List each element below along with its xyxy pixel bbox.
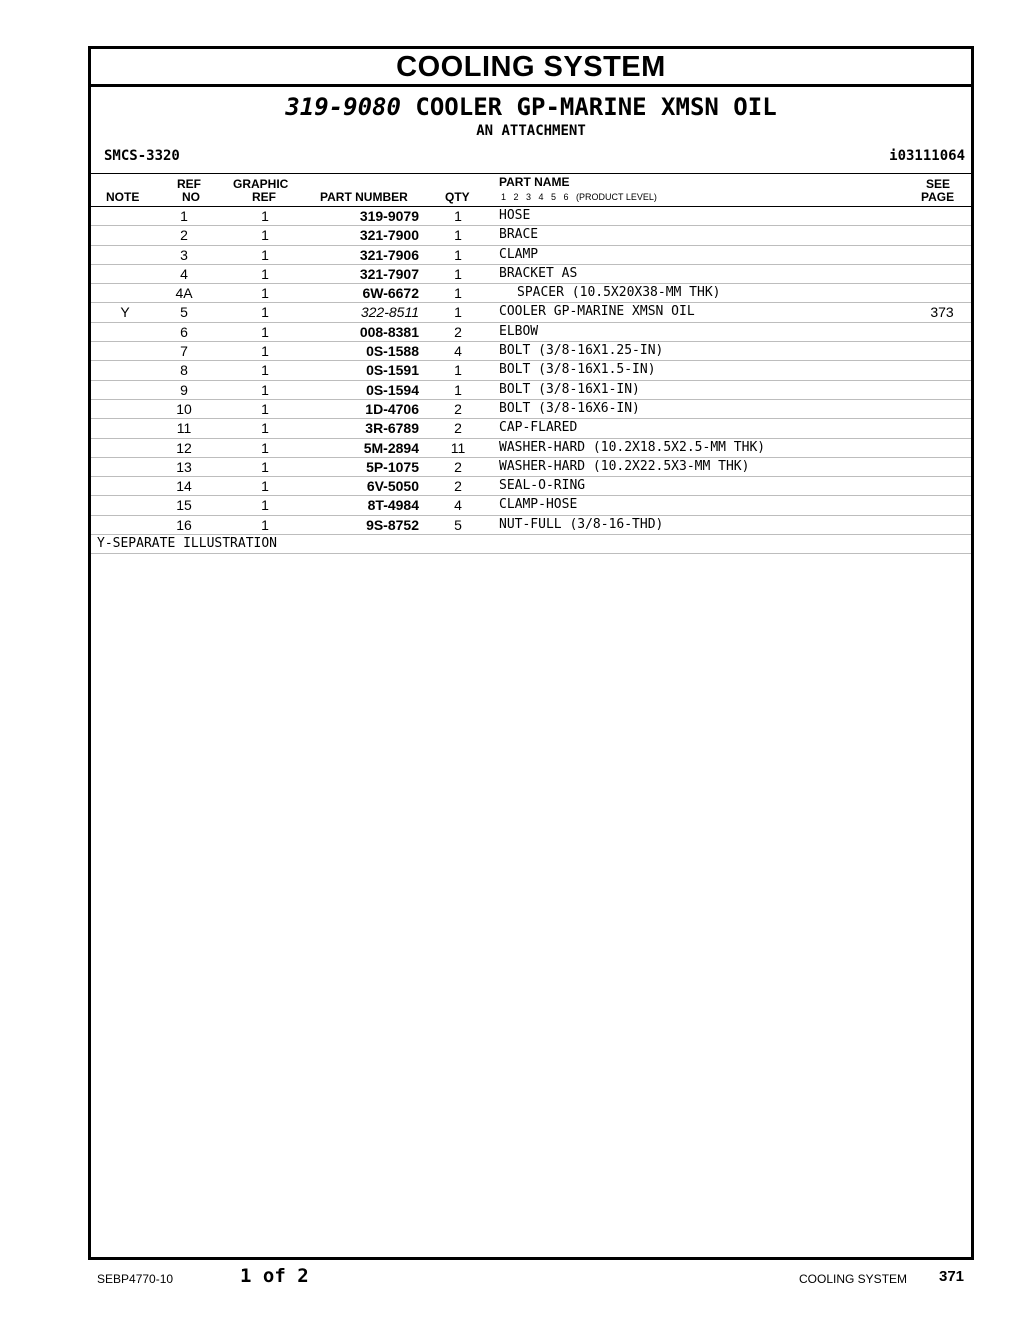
ref-no-cell: 8	[180, 362, 188, 379]
qty-cell: 2	[454, 400, 462, 417]
graphic-ref-cell: 1	[261, 304, 269, 321]
table-row	[91, 477, 971, 496]
table-row	[91, 400, 971, 419]
table-row	[91, 284, 971, 303]
part-number-cell: 321-7907	[359, 265, 419, 282]
qty-cell: 2	[454, 478, 462, 495]
col-qty: QTY	[445, 190, 470, 204]
part-number-cell: 322-8511	[360, 304, 419, 321]
part-number-cell: 321-7906	[359, 246, 419, 263]
graphic-ref-cell: 1	[261, 227, 269, 244]
ref-no-cell: 9	[180, 381, 188, 398]
qty-cell: 1	[454, 246, 462, 263]
part-name-cell: SEAL-O-RING	[499, 478, 586, 494]
col-product-levels: 1 2 3 4 5 6 (PRODUCT LEVEL)	[501, 192, 657, 202]
part-number-cell: 8T-4984	[367, 497, 419, 514]
qty-cell: 1	[454, 285, 462, 302]
col-see-top: SEE	[926, 177, 951, 191]
group-title	[91, 93, 971, 121]
page-footer	[0, 1262, 1020, 1292]
illustration-id: i03111064	[889, 148, 965, 164]
part-name-cell: BOLT (3/8-16X1-IN)	[499, 381, 640, 397]
group-number: 319-9080	[285, 93, 401, 121]
part-number-cell: 0S-1591	[366, 362, 419, 379]
part-name-cell: HOSE	[499, 208, 531, 223]
graphic-ref-cell: 1	[261, 420, 269, 437]
table-row	[91, 246, 971, 265]
part-name-cell: WASHER-HARD (10.2X18.5X2.5-MM THK)	[499, 439, 766, 455]
graphic-ref-cell: 1	[261, 458, 269, 475]
part-name-cell: COOLER GP-MARINE XMSN OIL	[499, 304, 695, 320]
ref-no-cell: 10	[176, 400, 192, 417]
group-name: COOLER GP-MARINE XMSN OIL	[415, 93, 777, 121]
table-row	[91, 265, 971, 284]
col-ref-bottom: NO	[182, 190, 200, 204]
part-number-cell: 0S-1588	[366, 343, 419, 360]
ref-no-cell: 16	[176, 516, 192, 533]
see-page-cell: 373	[930, 304, 954, 321]
smcs-code: SMCS-3320	[104, 148, 180, 164]
ref-no-cell: 4A	[175, 285, 193, 302]
part-number-cell: 0S-1594	[366, 381, 419, 398]
qty-cell: 2	[454, 420, 462, 437]
graphic-ref-cell: 1	[261, 323, 269, 340]
part-name-cell: BOLT (3/8-16X1.5-IN)	[499, 362, 656, 378]
ref-no-cell: 1	[180, 208, 188, 224]
qty-cell: 4	[454, 343, 462, 360]
ref-no-cell: 15	[176, 497, 192, 514]
graphic-ref-cell: 1	[261, 516, 269, 533]
ref-no-cell: 4	[180, 265, 188, 282]
graphic-ref-cell: 1	[261, 285, 269, 302]
table-row	[91, 419, 971, 438]
qty-cell: 1	[454, 362, 462, 379]
qty-cell: 1	[454, 227, 462, 244]
ref-no-cell: 7	[180, 343, 188, 360]
table-row	[91, 496, 971, 515]
page-number: 371	[939, 1268, 965, 1285]
graphic-ref-cell: 1	[261, 381, 269, 398]
col-graphic-bottom: REF	[252, 190, 276, 204]
graphic-ref-cell: 1	[261, 497, 269, 514]
part-name-cell: WASHER-HARD (10.2X22.5X3-MM THK)	[499, 458, 750, 474]
qty-cell: 2	[454, 458, 462, 475]
part-name-cell: CLAMP	[499, 246, 539, 262]
parts-table-body	[91, 207, 971, 535]
part-name-cell: SPACER (10.5X20X38-MM THK)	[517, 285, 721, 301]
part-name-cell: BRACE	[499, 227, 539, 243]
ref-no-cell: 11	[176, 420, 192, 437]
col-part-number: PART NUMBER	[320, 190, 408, 204]
ref-no-cell: 5	[180, 304, 188, 321]
table-row	[91, 323, 971, 342]
part-name-cell: BRACKET AS	[499, 265, 578, 281]
table-row	[91, 226, 971, 245]
ref-no-cell: 6	[180, 323, 188, 340]
table-row	[91, 381, 971, 400]
doc-id: SEBP4770-10	[97, 1272, 174, 1286]
table-row	[91, 303, 971, 322]
graphic-ref-cell: 1	[261, 478, 269, 495]
part-number-cell: 008-8381	[359, 323, 419, 340]
parts-list-frame	[88, 46, 974, 1260]
ref-no-cell: 12	[176, 439, 192, 456]
part-number-cell: 9S-8752	[366, 516, 419, 533]
ref-no-cell: 13	[176, 458, 192, 475]
graphic-ref-cell: 1	[261, 208, 269, 224]
table-row	[91, 342, 971, 361]
col-note: NOTE	[106, 190, 140, 204]
col-part-name: PART NAME	[499, 175, 570, 189]
graphic-ref-cell: 1	[261, 362, 269, 379]
part-number-cell: 6W-6672	[362, 285, 419, 302]
qty-cell: 1	[454, 304, 462, 321]
part-name-cell: BOLT (3/8-16X1.25-IN)	[499, 343, 664, 359]
part-number-cell: 5M-2894	[363, 439, 419, 456]
ref-no-cell: 14	[176, 478, 192, 495]
section-title: COOLING SYSTEM	[91, 49, 971, 87]
part-number-cell: 321-7900	[359, 227, 419, 244]
footer-section: COOLING SYSTEM	[799, 1272, 908, 1286]
graphic-ref-cell: 1	[261, 343, 269, 360]
qty-cell: 1	[454, 265, 462, 282]
graphic-ref-cell: 1	[261, 246, 269, 263]
group-subtitle: AN ATTACHMENT	[476, 123, 586, 139]
qty-cell: 2	[454, 323, 462, 340]
part-number-cell: 3R-6789	[365, 420, 419, 437]
part-number-cell: 1D-4706	[365, 400, 419, 417]
page-of: 1 of 2	[240, 1265, 309, 1287]
table-row	[91, 207, 971, 226]
col-see-bottom: PAGE	[921, 190, 955, 204]
ref-no-cell: 2	[180, 227, 188, 244]
table-row	[91, 516, 971, 535]
table-row	[91, 458, 971, 477]
qty-cell: 1	[454, 381, 462, 398]
note-cell: Y	[120, 304, 130, 321]
qty-cell: 11	[450, 439, 466, 456]
part-number-cell: 319-9079	[359, 208, 419, 224]
col-graphic-top: GRAPHIC	[233, 177, 289, 191]
part-number-cell: 6V-5050	[366, 478, 419, 495]
part-name-cell: ELBOW	[499, 323, 539, 339]
part-name-cell: CLAMP-HOSE	[499, 497, 578, 513]
qty-cell: 1	[454, 208, 462, 224]
graphic-ref-cell: 1	[261, 439, 269, 456]
column-header	[91, 174, 971, 207]
col-ref-top: REF	[177, 177, 201, 191]
table-row	[91, 439, 971, 458]
qty-cell: 4	[454, 497, 462, 514]
part-name-cell: CAP-FLARED	[499, 420, 578, 436]
graphic-ref-cell: 1	[261, 265, 269, 282]
part-name-cell: NUT-FULL (3/8-16-THD)	[499, 516, 664, 532]
graphic-ref-cell: 1	[261, 400, 269, 417]
group-header	[91, 87, 971, 174]
ref-no-cell: 3	[180, 246, 188, 263]
part-number-cell: 5P-1075	[366, 458, 419, 475]
footnote: Y-SEPARATE ILLUSTRATION	[91, 535, 971, 554]
part-name-cell: BOLT (3/8-16X6-IN)	[499, 400, 640, 416]
table-row	[91, 361, 971, 380]
qty-cell: 5	[454, 516, 462, 533]
